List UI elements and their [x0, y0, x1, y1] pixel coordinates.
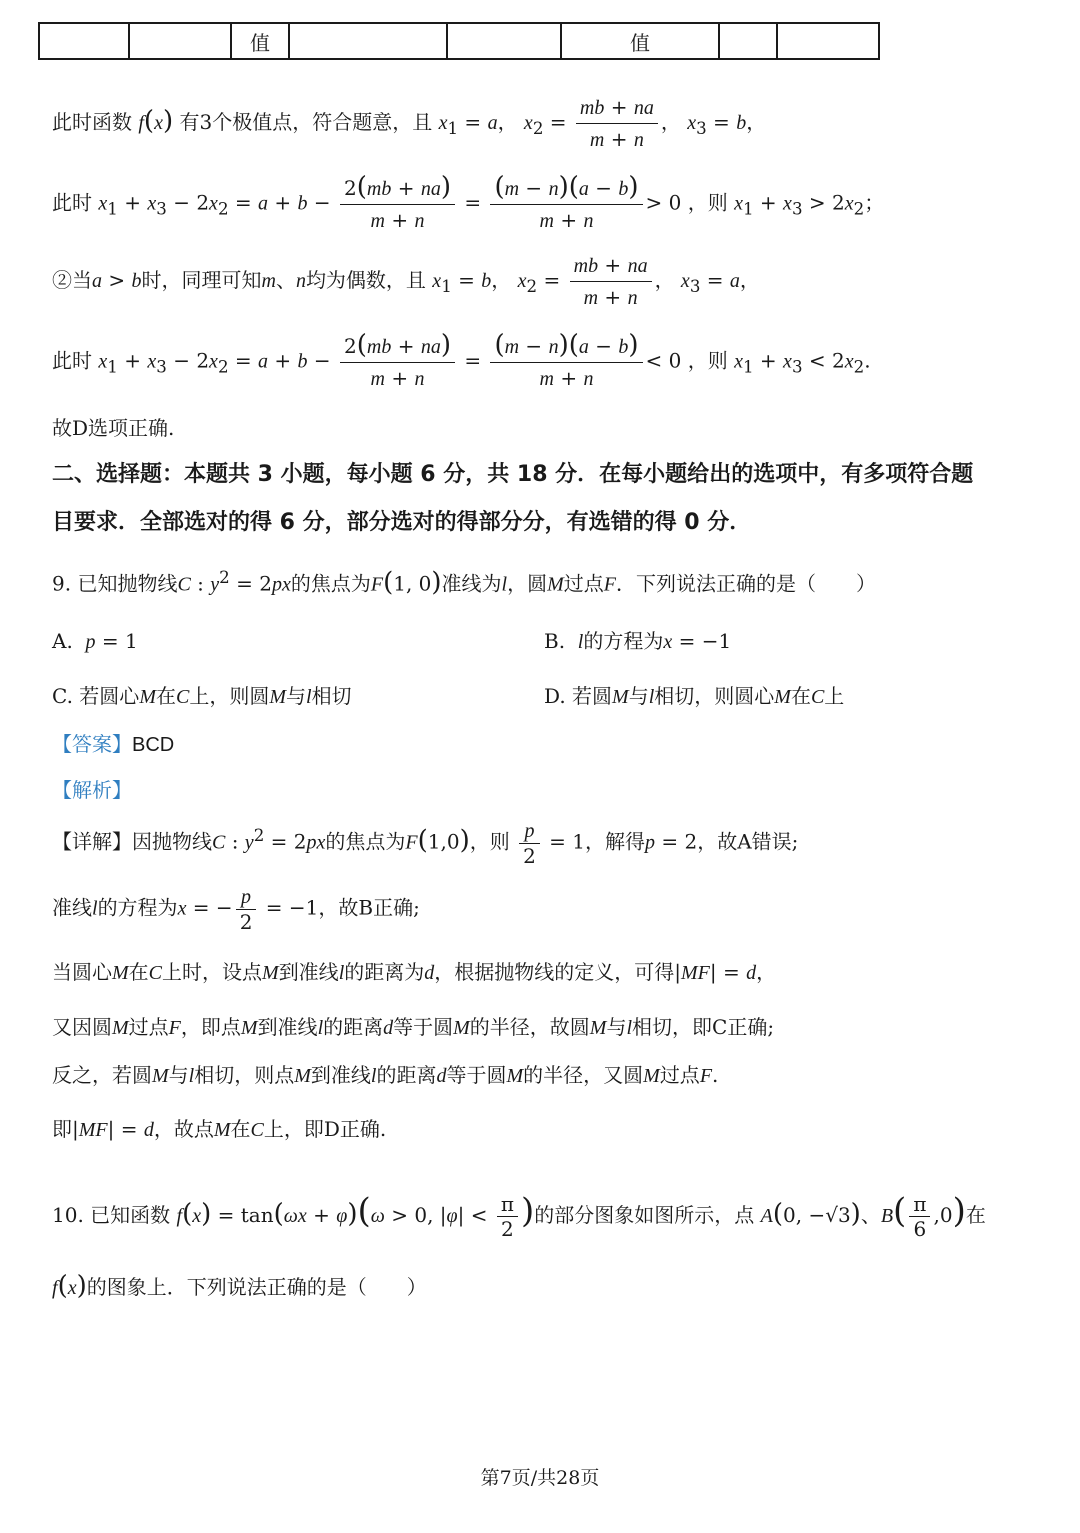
- table-cell: [447, 23, 561, 59]
- table-cell: [129, 23, 231, 59]
- conclusion-d: 故D选项正确.: [52, 416, 175, 440]
- question-10: 10. 已知函数 f(x) = tan(ωx + φ)(ω > 0, |φ| < $\frac{\pi}{2}$ )的部分图象如图所示，点 A(0, −√3)、B( $\frac{\pi}{6}$ ,0)在: [52, 1191, 986, 1241]
- detail-line-1: 【详解】因抛物线C : $y^2 = 2px$的焦点为F(1,0)，则 $\frac{p}{2}$ = 1，解得p = 2，故A错误;: [52, 820, 799, 868]
- detail-line-6: 即|MF| = d，故点M在C上，即D正确.: [52, 1117, 387, 1141]
- section-heading-line-2: 目要求．全部选对的得 6 分，部分选对的得部分分，有选错的得 0 分．: [52, 510, 752, 535]
- table-cell: [289, 23, 447, 59]
- solution-line-2: 此时 $x_1 + x_3 - 2x_2 = a + b$ − $\frac{2(mb + na)}{m + n}$ = $\frac{(m - n)(a - b)}{m + n}$ > 0 ，则 $x_1 + x_3 > 2x_2$；: [52, 172, 885, 232]
- table-cell: [39, 23, 129, 59]
- detail-line-4: 又因圆M过点F，即点M到准线l的距离d等于圆M的半径，故圆M与l相切，即C正确;: [52, 1015, 775, 1039]
- option-a: A. p = 1: [52, 629, 138, 653]
- table-cell: [719, 23, 777, 59]
- answer-tag: 【答案】: [52, 732, 132, 756]
- section-heading-line-1: 二、选择题：本题共 3 小题，每小题 6 分，共 18 分．在每小题给出的选项中，有多项符合题: [52, 462, 974, 487]
- value-table: [38, 22, 880, 60]
- question-10-cont: f(x)的图象上．下列说法正确的是（ ）: [52, 1271, 427, 1301]
- table-cell: [777, 23, 879, 59]
- option-c: C. 若圆心M在C上，则圆M与l相切: [52, 684, 352, 708]
- page-footer: 第7页/共28页: [480, 1467, 600, 1489]
- solution-line-1: 此时函数 f(x) 有3个极值点，符合题意，且 $x_1 = a$， $x_2$ = $\frac{mb + na}{m + n}$ ， $x_3 = b$，: [52, 92, 766, 155]
- solution-line-3: ②当a > b时，同理可知m、n均为偶数，且 $x_1 = b$， $x_2$ = $\frac{mb + na}{m + n}$ ， $x_3 = a$，: [52, 250, 760, 313]
- table-cell: 值: [561, 23, 719, 59]
- solution-line-4: 此时 $x_1 + x_3 - 2x_2 = a + b$ − $\frac{2(mb + na)}{m + n}$ = $\frac{(m - n)(a - b)}{m + n}$ < 0 ，则 $x_1 + x_3 < 2x_2$.: [52, 330, 871, 390]
- question-9: 9. 已知抛物线C : $y^2 = 2px$的焦点为F(1, 0)准线为l，圆M过点F．下列说法正确的是（ ）: [52, 567, 876, 598]
- detail-line-5: 反之，若圆M与l相切，则点M到准线l的距离d等于圆M的半径，又圆M过点F.: [52, 1063, 719, 1087]
- option-b: B. l的方程为x = −1: [544, 629, 732, 653]
- table-cell: 值: [231, 23, 289, 59]
- detail-line-3: 当圆心M在C上时，设点M到准线l的距离为d，根据抛物线的定义，可得|MF| = d，: [52, 960, 777, 984]
- answer-value: BCD: [132, 734, 175, 756]
- answer-line: [52, 730, 174, 759]
- option-d: D. 若圆M与l相切，则圆心M在C上: [544, 684, 845, 708]
- analysis-tag: 【解析】: [52, 778, 132, 802]
- detail-line-2: 准线l的方程为x = − $\frac{p}{2}$ = −1，故B正确;: [52, 886, 420, 934]
